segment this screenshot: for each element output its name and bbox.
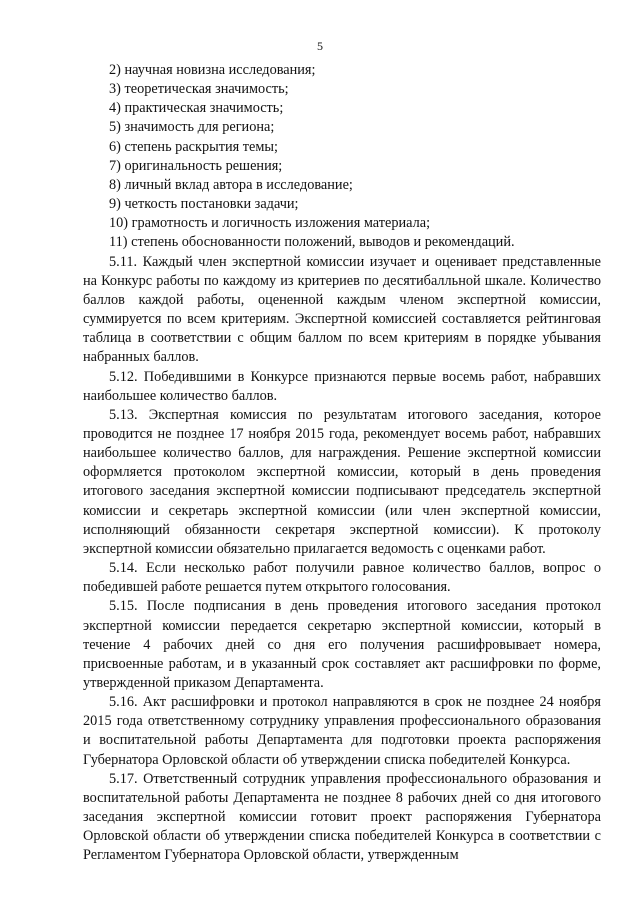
paragraph-5-17: 5.17. Ответственный сотрудник управления профессионального образования и воспитательной работы Департамента не позднее 8 рабочих дней со дня итогового заседания экспертной комиссии готовит проект распоряжения Губернатора Орловской области об утверждении списка победителей Конкурса в соответствии с Регламентом Губернатора Орловской области, утвержденным xyxy=(83,770,601,864)
criteria-item: 10) грамотность и логичность изложения материала; xyxy=(109,215,431,232)
criteria-item: 6) степень раскрытия темы; xyxy=(109,138,278,155)
page-number: 5 xyxy=(317,39,323,53)
paragraph-5-14: 5.14. Если несколько работ получили равное количество баллов, вопрос о победившей работе решается путем открытого голосования. xyxy=(83,560,601,596)
paragraph-5-11: 5.11. Каждый член экспертной комиссии изучает и оценивает представленные на Конкурс работы по каждому из критериев по десятибалльной шкале. Количество баллов каждой работы, оцененной каждым членом экспертной комиссии, суммируется по всем критериям. Экспертной комиссией составляется рейтинговая таблица в соответствии с общим баллом по всем критериям в порядке убывания набранных баллов. xyxy=(83,253,601,366)
criteria-item: 7) оригинальность решения; xyxy=(109,157,283,174)
document-body xyxy=(83,61,601,866)
criteria-item: 8) личный вклад автора в исследование; xyxy=(109,176,353,193)
criteria-item: 2) научная новизна исследования; xyxy=(109,62,316,78)
criteria-item: 9) четкость постановки задачи; xyxy=(109,196,299,213)
paragraph-5-13: 5.13. Экспертная комиссия по результатам итогового заседания, которое проводится не позднее 17 ноября 2015 года, рекомендует восемь работ, набравших наибольшее количество баллов, для награждения. Решение экспертной комиссии оформляется протоколом экспертной комиссии, который в день проведения итогового заседания экспертной комиссии подписывают председатель экспертной комиссии и секретарь экспертной комиссии (или член экспертной комиссии, исполняющий обязанности секретаря экспертной комиссии). К протоколу экспертной комиссии обязательно прилагается ведомость с оценками работ. xyxy=(83,406,601,557)
criteria-item: 4) практическая значимость; xyxy=(109,100,284,117)
paragraph-5-16: 5.16. Акт расшифровки и протокол направляются в срок не позднее 24 ноября 2015 года ответственному сотруднику управления профессионального образования и воспитательной работы Департамента для подготовки проекта распоряжения Губернатора Орловской области об утверждении списка победителей Конкурса. xyxy=(83,694,601,768)
criteria-item: 11) степень обоснованности положений, выводов и рекомендаций. xyxy=(109,234,515,251)
criteria-item: 3) теоретическая значимость; xyxy=(109,81,289,98)
paragraph-5-12: 5.12. Победившими в Конкурсе признаются первые восемь работ, набравших наибольшее количество баллов. xyxy=(83,368,601,404)
criteria-item: 5) значимость для региона; xyxy=(109,119,275,136)
paragraph-5-15: 5.15. После подписания в день проведения итогового заседания протокол экспертной комиссии передается секретарю экспертной комиссии, который в течение 4 рабочих дней со дня его получения расшифровывает номера, присвоенные работам, и в указанный срок составляет акт расшифровки по форме, утвержденной приказом Департамента. xyxy=(83,598,601,691)
